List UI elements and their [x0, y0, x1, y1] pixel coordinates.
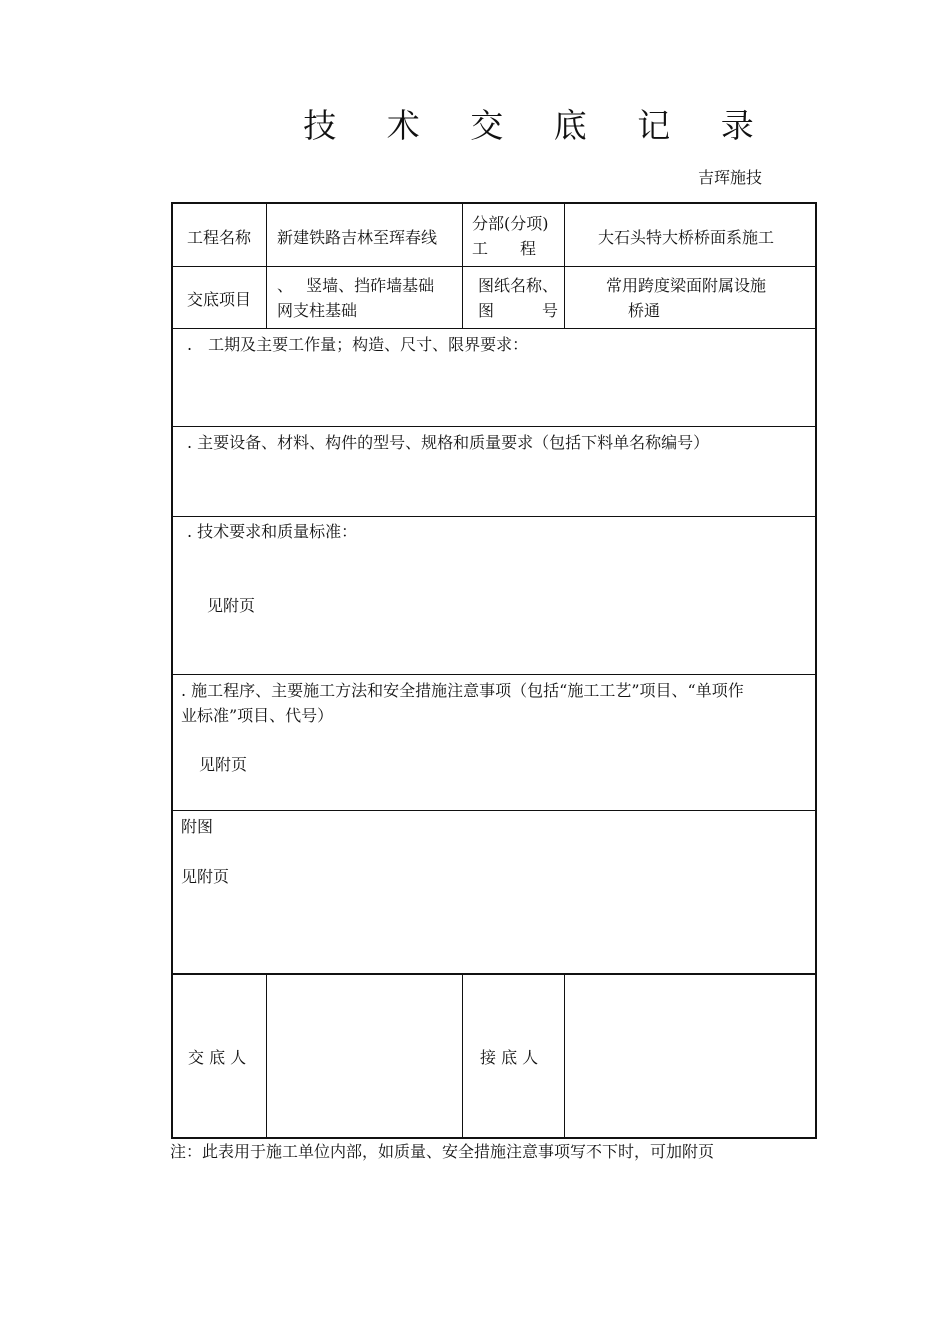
disclosure-form-table — [171, 202, 817, 1139]
sub-project-label — [472, 211, 549, 261]
row-divider — [173, 810, 815, 811]
disclosure-item-value-line1: 、 竖墙、挡砟墙基础 — [277, 276, 435, 295]
receiver-label: 接 底 人 — [480, 1048, 539, 1067]
column-divider — [266, 204, 267, 328]
section-procedure-content: 见附页 — [199, 755, 248, 774]
project-name-label: 工程名称 — [187, 228, 252, 247]
row-divider — [173, 674, 815, 675]
column-divider — [462, 974, 463, 1137]
giver-signature-field — [269, 976, 459, 1134]
section-procedure-title-line1: . 施工程序、主要施工方法和安全措施注意事项（包括“施工工艺”项目、“单项作 — [181, 681, 744, 700]
drawing-label-line2: 图 号 — [478, 301, 559, 320]
section-procedure-title — [181, 678, 813, 728]
row-divider — [173, 516, 815, 517]
project-name-value: 新建铁路吉林至珲春线 — [277, 228, 438, 247]
drawing-value — [606, 273, 766, 323]
disclosure-item-value — [277, 273, 434, 323]
receiver-signature-field — [567, 976, 812, 1134]
drawing-label-line1: 图纸名称、 — [478, 276, 559, 295]
disclosure-item-value-line2: 网支柱基础 — [277, 301, 358, 320]
drawing-label — [478, 273, 558, 323]
sub-project-value: 大石头特大桥桥面系施工 — [598, 228, 775, 247]
section-technical-content: 见附页 — [207, 596, 256, 615]
column-divider — [462, 204, 463, 328]
footnote: 注：此表用于施工单位内部，如质量、安全措施注意事项写不下时，可加附页 — [170, 1142, 715, 1161]
section-attachment-content: 见附页 — [181, 867, 230, 886]
section-procedure-title-line2: 业标准”项目、代号） — [181, 706, 334, 725]
sub-project-label-line1: 分部(分项) — [472, 214, 549, 233]
page-title: 技 术 交 底 记 录 — [303, 106, 774, 145]
row-divider — [173, 426, 815, 427]
section-schedule-title: . 工期及主要工作量；构造、尺寸、限界要求： — [187, 335, 529, 354]
column-divider — [564, 204, 565, 328]
form-code: 吉珲施技 — [698, 168, 763, 187]
disclosure-item-label: 交底项目 — [187, 290, 252, 309]
giver-label: 交 底 人 — [188, 1048, 247, 1067]
column-divider — [266, 974, 267, 1137]
section-attachment-title: 附图 — [181, 817, 214, 836]
drawing-value-line2: 桥通 — [628, 301, 661, 320]
column-divider — [564, 974, 565, 1137]
row-divider — [173, 266, 815, 267]
sub-project-label-line2: 工 程 — [472, 239, 537, 258]
drawing-value-line1: 常用跨度梁面附属设施 — [606, 276, 767, 295]
section-technical-title: . 技术要求和质量标准： — [187, 522, 358, 541]
section-materials-title: . 主要设备、材料、构件的型号、规格和质量要求（包括下料单名称编号） — [187, 433, 710, 452]
row-divider — [173, 973, 815, 975]
row-divider — [173, 328, 815, 329]
